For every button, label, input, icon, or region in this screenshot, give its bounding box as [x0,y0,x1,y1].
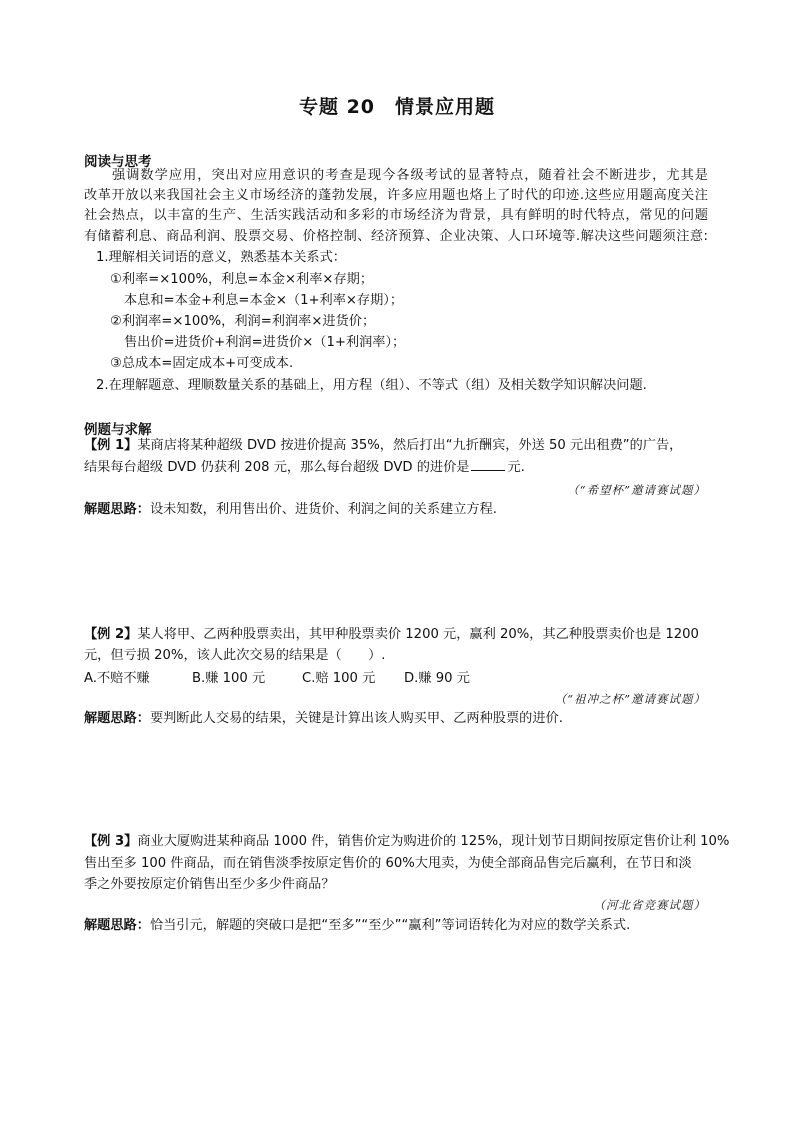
example-3-hint [84,916,630,936]
reading-heading: 阅读与思考 [84,154,152,170]
intro-line-4: 有储蓄利息、商品利润、股票交易、价格控制、经济预算、企业决策、人口环境等.解决这些问题须注意: [84,229,708,244]
example-1-text-3: 元. [507,460,525,475]
example-3-hint-text: 恰当引元，解题的突破口是把“至多”“至少”“赢利”等词语转化为对应的数学关系式. [149,918,631,933]
example-2-text-1: 某人将甲、乙两种股票卖出，其甲种股票卖价 1200 元，赢利 20%，其乙种股票卖价也是 1200 [137,627,699,642]
example-2-hint [84,709,563,729]
intro-line-1: 强调数学应用，突出对应用意识的考查是现今各级考试的显著特点，随着社会不断进步，尤其是 [112,168,708,183]
formula-selling-price: 售出价=进货价+利润=进货价×（1+利润率）； [124,335,406,350]
examples-heading: 例题与求解 [84,422,152,438]
example-1-line-1 [84,436,682,456]
example-1-hint-text: 设未知数，利用售出价、进货价、利润之间的关系建立方程. [149,502,498,517]
formula-interest: ①利率=×100%，利息=本金×利率×存期； [110,272,374,287]
example-1-text-2: 结果每台超级 DVD 仍获利 208 元，那么每台超级 DVD 的进价是 [84,460,470,475]
option-c[interactable]: C.赔 100 元 [302,671,376,686]
example-1-text-1: 某商店将某种超级 DVD 按进价提高 35%，然后打出“九折酬宾，外送 50 元出租费”的广告， [137,438,683,453]
page-title: 专题 20 情景应用题 [298,96,496,118]
example-2-options [84,667,484,687]
example-1-hint [84,500,497,520]
answer-blank[interactable] [471,458,505,471]
point-2: 2.在理解题意、理顺数量关系的基础上，用方程（组）、不等式（组）及相关数学知识解决问题. [96,378,647,393]
example-2-tag: 【例 2】 [84,627,138,642]
example-3-text-1: 商业大厦购进某种商品 1000 件，销售价定为购进价的 125%，现计划节日期间按原定售价让利 10% [137,834,730,849]
example-2-line-2: 元，但亏损 20%，该人此次交易的结果是（ ）. [84,648,386,663]
option-a[interactable]: A.不赔不赚 [84,671,150,686]
example-3-line-2: 售出至多 100 件商品，而在销售淡季按原定售价的 60%大甩卖，为使全部商品售完后赢利，在节日和淡 [84,856,692,871]
example-3-tag: 【例 3】 [84,834,138,849]
example-1-hint-label: 解题思路： [84,502,150,517]
example-3-line-3: 季之外要按原定价销售出至少多少件商品？ [84,877,335,892]
option-d[interactable]: D.赚 90 元 [404,671,470,686]
intro-line-2: 改革开放以来我国社会主义市场经济的蓬勃发展，许多应用题也烙上了时代的印迹.这些应用题高度关注 [84,188,708,203]
example-1-tag: 【例 1】 [84,438,138,453]
example-1-line-2 [84,458,525,478]
example-2-hint-text: 要判断此人交易的结果，关键是计算出该人购买甲、乙两种股票的进价. [149,711,563,726]
formula-profit-rate: ②利润率=×100%，利润=利润率×进货价； [110,314,376,329]
example-3-source: （河北省竞赛试题） [593,898,706,912]
option-b[interactable]: B.赚 100 元 [192,671,266,686]
point-1: 1.理解相关词语的意义，熟悉基本关系式： [96,250,346,265]
example-2-hint-label: 解题思路： [84,711,150,726]
example-1-source: （“希望杯”邀请赛试题） [567,483,706,497]
intro-line-3: 社会热点，以丰富的生产、生活实践活动和多彩的市场经济为背景，具有鲜明的时代特点，常见的问题 [84,208,708,223]
example-2-line-1 [84,625,699,645]
example-3-hint-label: 解题思路： [84,918,150,933]
example-2-source: （“祖冲之杯”邀请赛试题） [554,692,706,706]
formula-principal-interest: 本息和=本金+利息=本金×（1+利率×存期）； [124,293,404,308]
formula-total-cost: ③总成本=固定成本+可变成本. [110,356,294,371]
example-3-line-1 [84,832,729,852]
